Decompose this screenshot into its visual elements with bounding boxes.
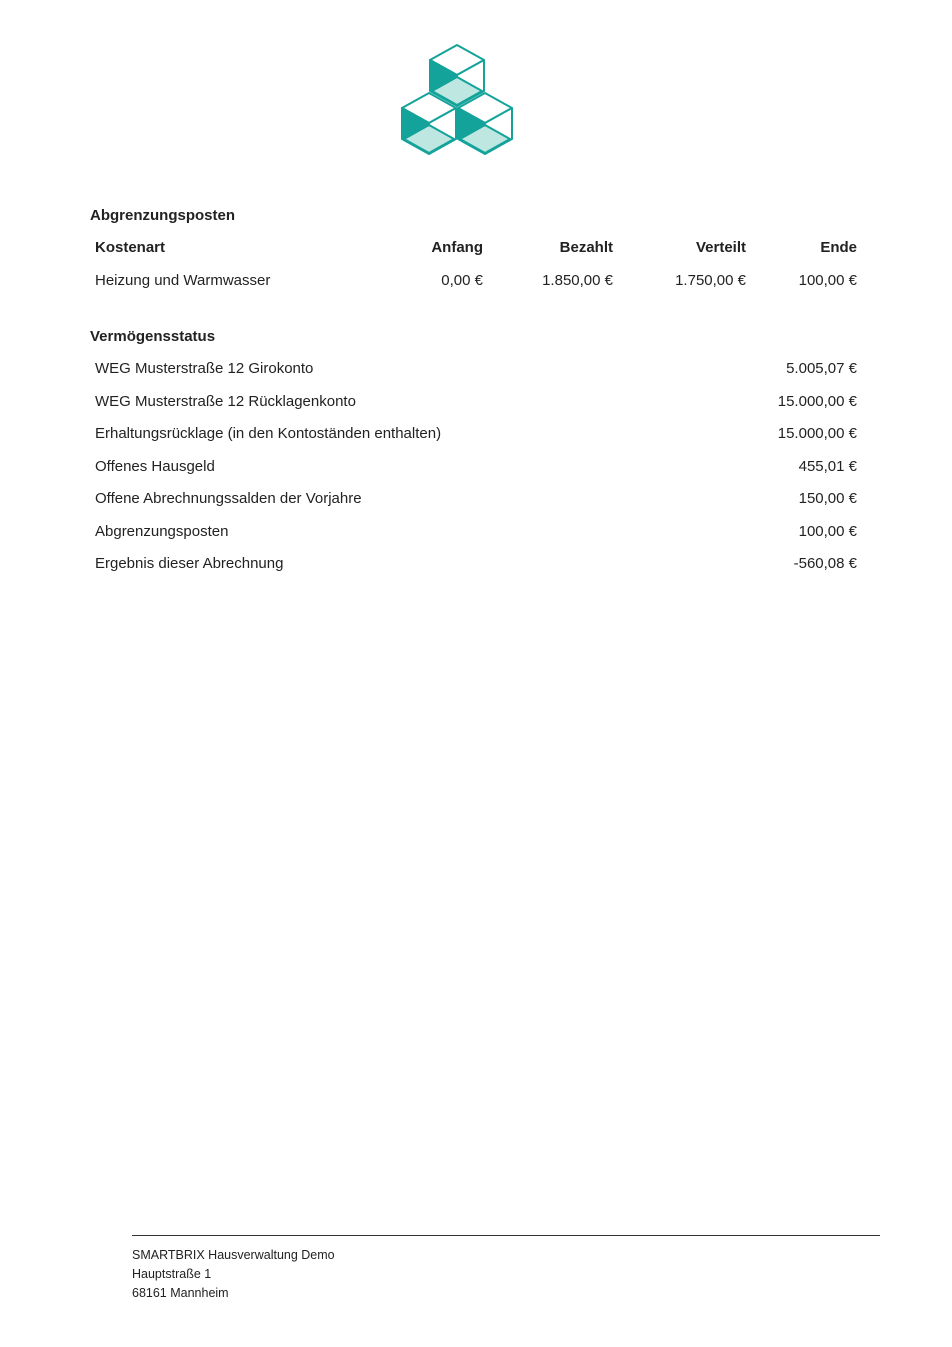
table-row [95,523,857,556]
header-ende: Ende [820,239,857,256]
vermoegen-amount: 150,00 € [798,490,857,507]
vermoegen-title: Vermögensstatus [90,328,216,345]
table-row [95,425,857,458]
footer-address [132,1246,335,1303]
abgrenzung-table [95,239,857,305]
header-anfang: Anfang [431,239,483,256]
table-row [95,393,857,426]
table-row [95,490,857,523]
row-verteilt: 1.750,00 € [675,272,746,289]
vermoegen-table [95,360,857,588]
vermoegen-amount: 15.000,00 € [777,392,857,410]
header-bezahlt: Bezahlt [559,239,613,256]
row-kostenart: Heizung und Warmwasser [95,272,271,289]
vermoegen-amount: 5.005,07 € [786,360,857,377]
table-row [95,458,857,491]
footer-city: 68161 Mannheim [132,1286,229,1300]
vermoegen-label: Offene Abrechnungssalden der Vorjahre [95,490,362,507]
row-bezahlt: 1.850,00 € [542,272,613,289]
header-kostenart: Kostenart [95,239,166,256]
vermoegen-label: Erhaltungsrücklage (in den Kontoständen enthalten) [95,425,442,442]
row-anfang: 0,00 € [441,272,483,289]
cube-stack-logo [398,42,516,160]
table-row [95,555,857,588]
table-row [95,360,857,393]
vermoegen-label: Ergebnis dieser Abrechnung [95,555,284,572]
vermoegen-amount: 100,00 € [798,522,857,540]
vermoegen-amount: 15.000,00 € [777,425,857,442]
vermoegen-label: Abgrenzungsposten [95,522,229,540]
abgrenzung-title: Abgrenzungsposten [90,207,235,224]
table-row [95,272,857,305]
row-ende: 100,00 € [798,272,857,289]
footer-divider [132,1235,880,1236]
vermoegen-label: Offenes Hausgeld [95,457,215,475]
vermoegen-label: WEG Musterstraße 12 Rücklagenkonto [95,392,356,410]
footer-company: SMARTBRIX Hausverwaltung Demo [132,1248,335,1262]
header-verteilt: Verteilt [695,239,746,256]
table-header-row [95,239,857,272]
vermoegen-amount: -560,08 € [793,555,857,572]
footer-street: Hauptstraße 1 [132,1267,212,1281]
vermoegen-label: WEG Musterstraße 12 Girokonto [95,360,314,377]
vermoegen-amount: 455,01 € [798,457,857,475]
